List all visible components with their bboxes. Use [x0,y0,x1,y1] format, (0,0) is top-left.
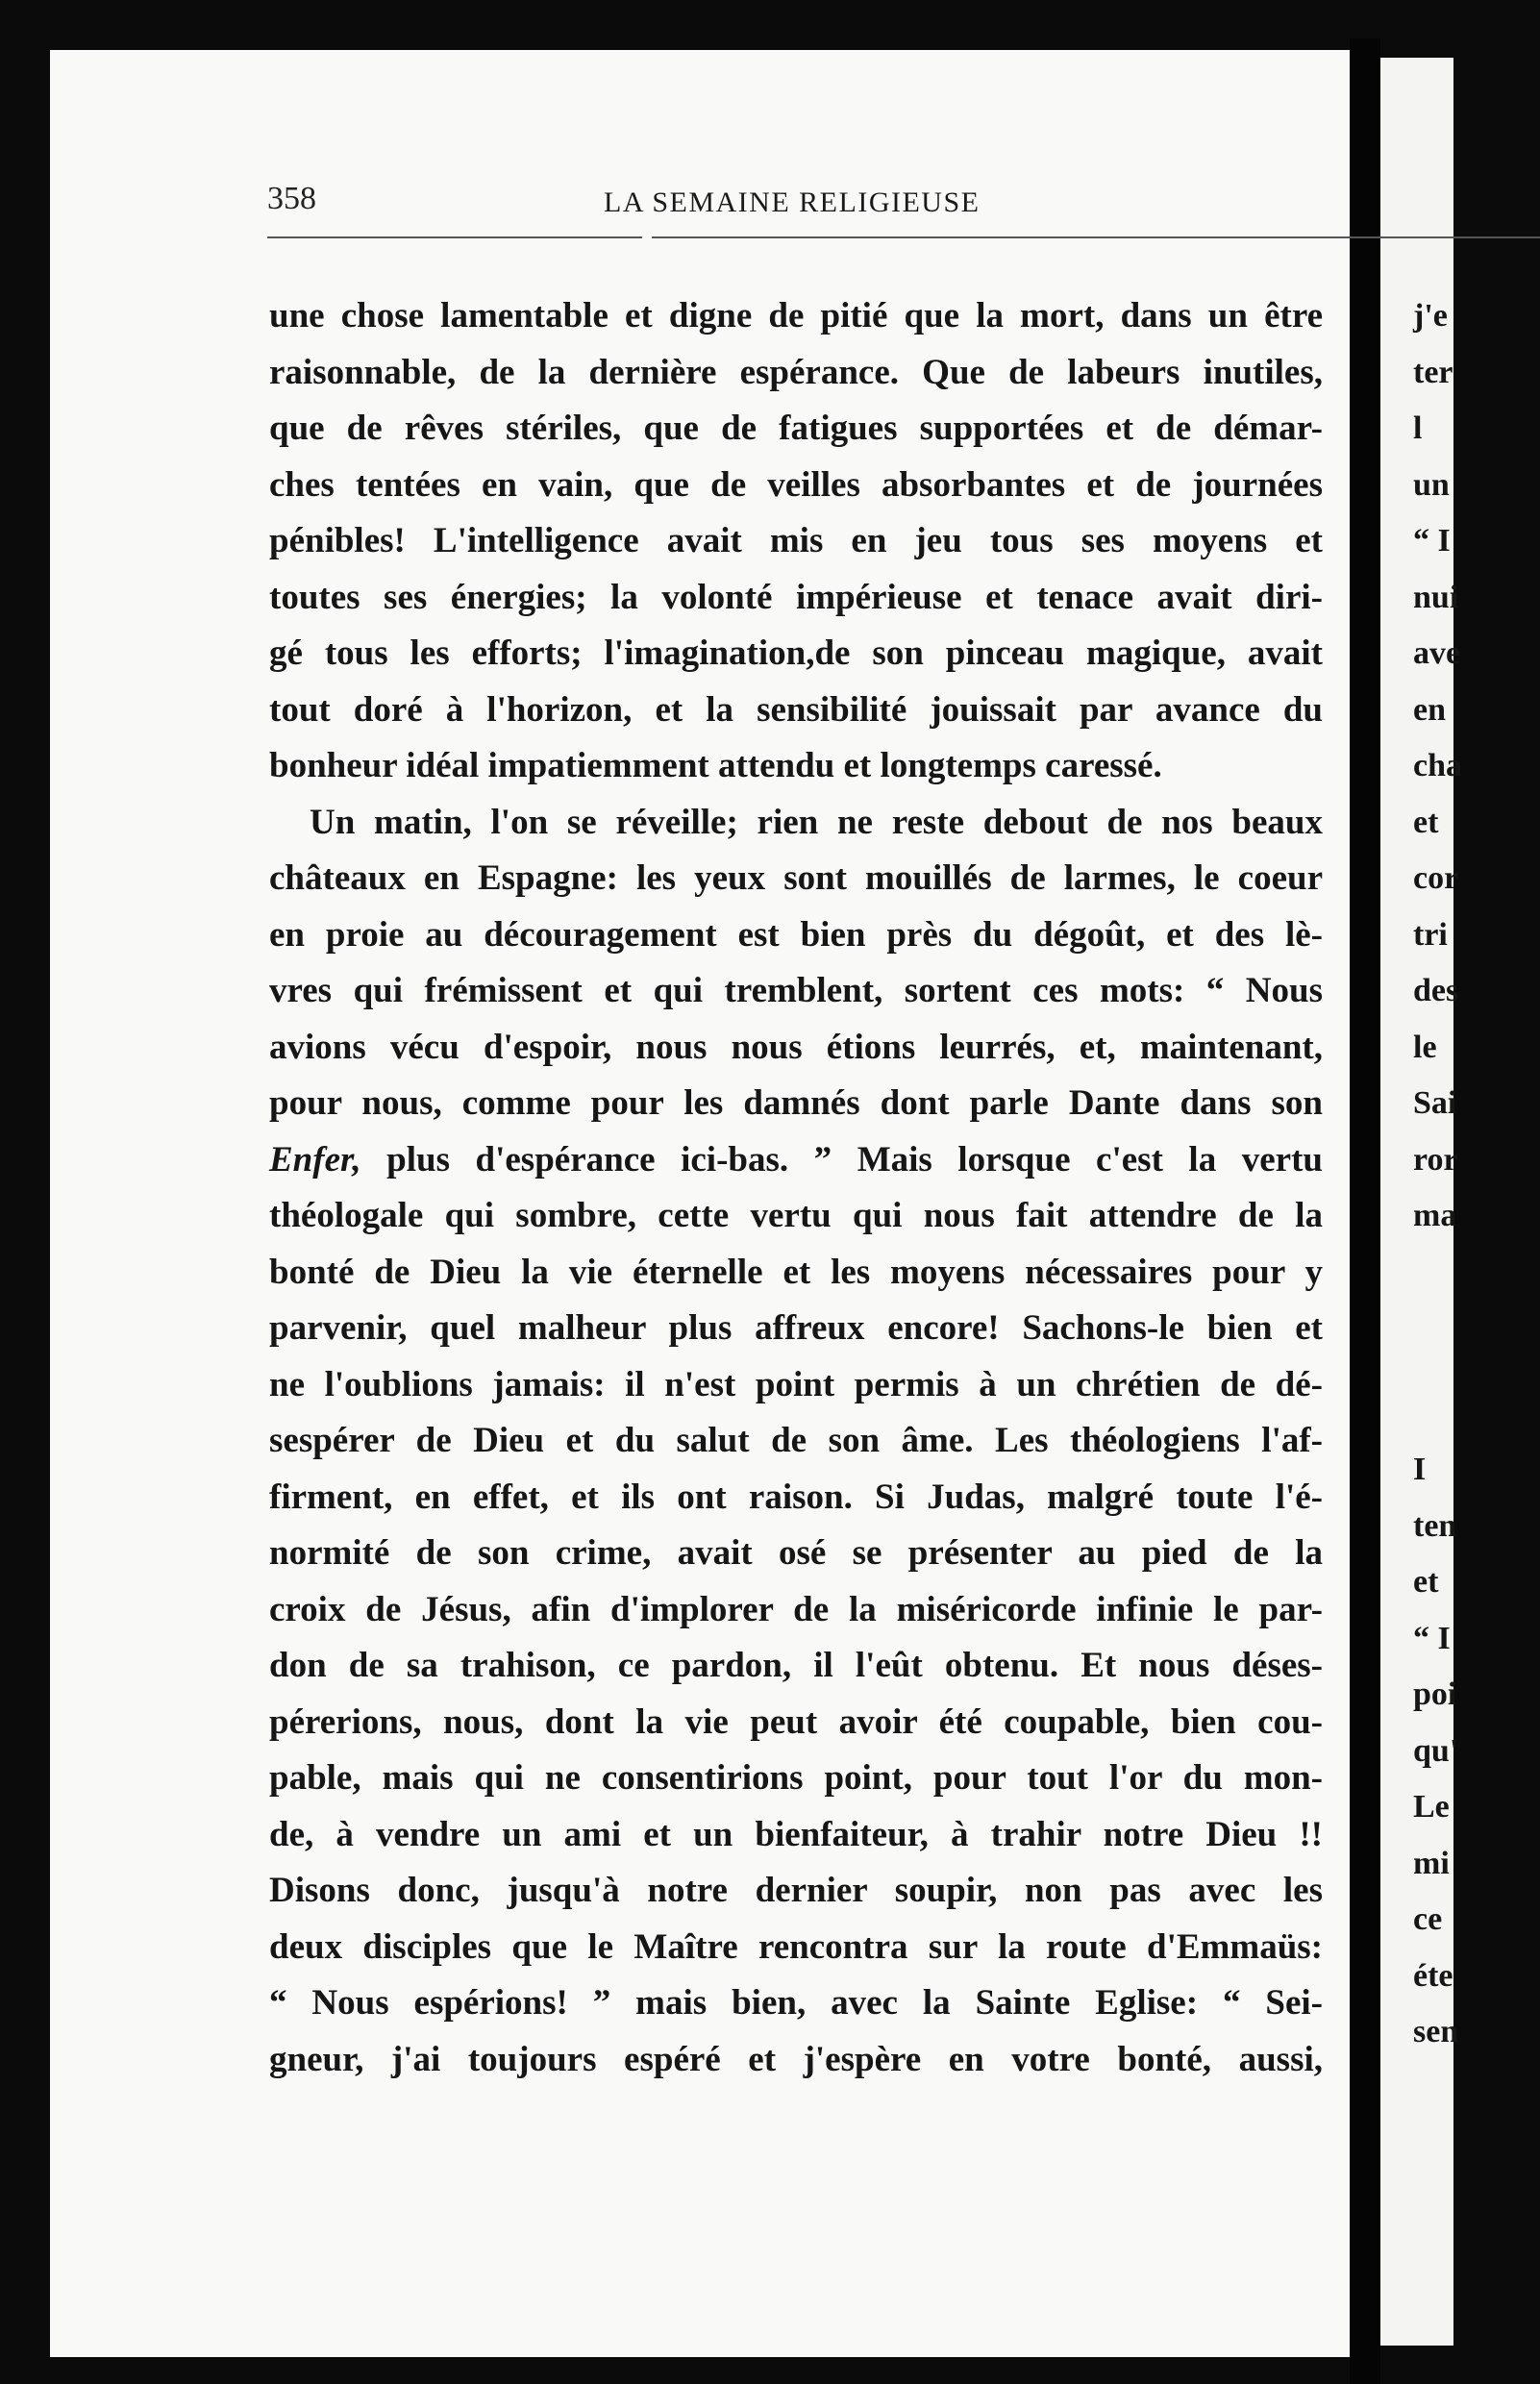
adjacent-page-fragments-bottom [1413,1442,1471,2061]
italic-title-enfer: Enfer, [269,1139,361,1180]
text-line: parvenir, quel malheur plus affreux encore! Sachons-le bien et [269,1308,1323,1348]
book-spine-gutter [1350,38,1380,2384]
fragment: Sai [1413,1085,1457,1121]
text-line: toutes ses énergies; la volonté impérieuse et tenace avait diri- [269,577,1323,617]
text-line: tout doré à l'horizon, et la sensibilité jouissait par avance du [269,689,1323,730]
fragment: un [1413,466,1450,503]
text-line: que de rêves stériles, que de fatigues supportées et de démar- [269,409,1323,448]
page-number: 358 [267,181,316,216]
fragment: le [1413,1029,1437,1065]
text-line: en proie au découragement est bien près du dégoût, et des lè- [269,914,1323,955]
text-line: croix de Jésus, afin d'implorer de la miséricorde infinie le par- [269,1589,1323,1629]
fragment: des [1413,973,1459,1008]
fragment: et [1413,804,1439,840]
body-text [269,288,1323,2088]
fragment: et [1413,1564,1439,1600]
fragment: cha [1413,748,1462,783]
text-line: théologale qui sombre, cette vertu qui nous fait attendre de la [269,1196,1323,1235]
fragment: ave [1413,635,1461,671]
fragment: ten [1413,1507,1457,1544]
running-title: LA SEMAINE RELIGIEUSE [604,186,981,218]
text-line: pable, mais qui ne consentirions point, pour tout l'or du mon- [269,1758,1323,1798]
page-header [219,177,1327,235]
text-line: pour nous, comme pour les damnés dont parle Dante dans son [269,1083,1323,1123]
fragment: éte [1413,1957,1453,1994]
header-rule-right [652,236,1540,238]
text-line: de, à vendre un ami et un bienfaiteur, à trahir notre Dieu !! [269,1814,1323,1854]
fragment: Le [1413,1789,1450,1825]
text-line: ches tentées en vain, que de veilles absorbantes et de journées [269,464,1323,505]
text-line: ne l'oublions jamais: il n'est point permis à un chrétien de dé- [269,1364,1323,1404]
fragment: ror [1413,1141,1458,1178]
fragment: “ I [1413,1620,1451,1656]
text-line: avions vécu d'espoir, nous nous étions leurrés, et, maintenant, [269,1027,1323,1067]
fragment: “ I [1413,523,1451,559]
text-line: raisonnable, de la dernière espérance. Que de labeurs inutiles, [269,352,1323,392]
header-rule-left [267,236,642,238]
fragment: qu' [1413,1732,1459,1769]
fragment: ma [1413,1198,1457,1233]
fragment: en [1413,691,1446,728]
text-line-with-italic [269,1132,1323,1189]
text-line: firment, en effet, et ils ont raison. Si Judas, malgré toute l'é- [269,1477,1323,1517]
text-line: gneur, j'ai toujours espéré et j'espère en votre bonté, aussi, [269,2039,1323,2079]
text-line: normité de son crime, avait osé se présenter au pied de la [269,1533,1323,1573]
fragment: poi [1413,1676,1457,1712]
text-line: Disons donc, jusqu'à notre dernier soupir, non pas avec les [269,1871,1323,1910]
paragraph-start-line: Un matin, l'on se réveille; rien ne reste debout de nos beaux [310,802,1323,842]
text-line: une chose lamentable et digne de pitié que la mort, dans un être [269,296,1323,335]
adjacent-page-fragments-top [1413,288,1471,1245]
text-line: pénibles! L'intelligence avait mis en jeu tous ses moyens et [269,521,1323,560]
text-line: bonheur idéal impatiemment attendu et longtemps caressé. [269,746,1162,785]
text-line: deux disciples que le Maître rencontra sur la route d'Emmaüs: [269,1926,1323,1967]
fragment: ce [1413,1901,1443,1937]
text-line: “ Nous espérions! ” mais bien, avec la Sainte Eglise: “ Sei- [269,1983,1323,2023]
text-line: don de sa trahison, ce pardon, il l'eût obtenu. Et nous déses- [269,1646,1323,1685]
fragment: j'e [1413,298,1448,334]
text-line: bonté de Dieu la vie éternelle et les moyens nécessaires pour y [269,1252,1323,1292]
fragment: l [1413,410,1423,446]
fragment: mi [1413,1845,1450,1881]
fragment: tri [1413,916,1448,953]
fragment: ter [1413,354,1453,390]
text-line: vres qui frémissent et qui tremblent, sortent ces mots: “ Nous [269,971,1323,1010]
text-line: châteaux en Espagne: les yeux sont mouillés de larmes, le coeur [269,858,1323,898]
fragment: cor [1413,860,1459,896]
fragment: I [1413,1452,1427,1487]
text-line: pérerions, nous, dont la vie peut avoir été coupable, bien cou- [269,1701,1323,1742]
fragment: nui [1413,579,1459,615]
fragment: sen [1413,2014,1459,2049]
text-line: sespérer de Dieu et du salut de son âme. Les théologiens l'af- [269,1421,1323,1460]
text-line-rest: plus d'espérance ici-bas. ” Mais lorsque c'est la vertu [386,1139,1323,1180]
text-line: gé tous les efforts; l'imagination,de son pinceau magique, avait [269,633,1323,673]
